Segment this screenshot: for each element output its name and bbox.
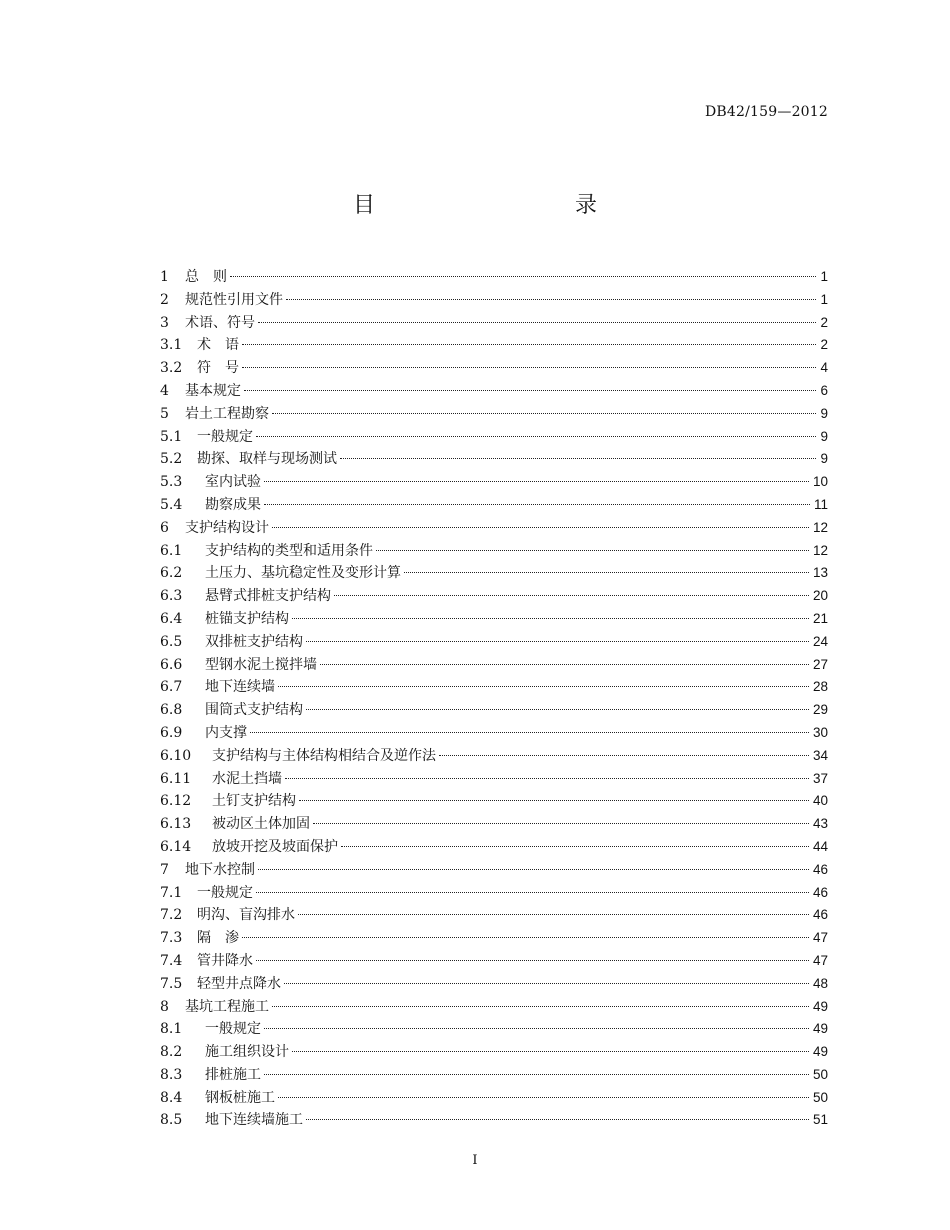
toc-entry-number: 6.7 [160,679,183,696]
toc-entry-number: 5 [160,405,169,422]
toc-entry[interactable] [160,904,828,927]
toc-entry-page: 34 [812,747,828,763]
toc-entry-number: 3.1 [160,337,183,354]
toc-entry-title: 围筒式支护结构 [205,702,303,719]
toc-entry[interactable] [160,950,828,973]
toc-entry-page: 44 [812,838,828,854]
toc-entry-number: 1 [160,269,169,285]
dot-leader [258,869,809,870]
toc-entry-number: 5.2 [160,451,183,468]
toc-entry-number: 8.4 [160,1089,183,1106]
toc-entry-title: 支护结构设计 [185,519,269,536]
dot-leader [286,299,816,300]
dot-leader [242,367,816,368]
toc-entry-page: 50 [812,1089,828,1105]
toc-entry-page: 6 [820,382,828,398]
toc-entry-title: 术 语 [197,337,239,354]
toc-entry-number: 8.2 [160,1044,183,1061]
toc-entry-number: 5.1 [160,428,183,445]
toc-entry-title: 一般规定 [205,1021,261,1038]
toc-entry-title: 桩锚支护结构 [205,610,289,627]
dot-leader [341,846,809,847]
toc-entry-number: 3.2 [160,360,183,377]
dot-leader [320,664,809,665]
toc-entry-page: 47 [812,952,828,968]
toc-entry[interactable] [160,585,828,608]
toc-entry-page: 46 [812,861,828,877]
dot-leader [285,778,809,779]
toc-entry[interactable] [160,996,828,1019]
dot-leader [250,732,809,733]
toc-entry-title: 悬臂式排桩支护结构 [205,588,331,605]
toc-entry-page: 21 [812,610,828,626]
toc-entry-page: 49 [812,1044,828,1060]
toc-entry-title: 总 则 [185,269,227,285]
toc-entry[interactable] [160,745,828,768]
page-number: I [472,1153,478,1168]
dot-leader [242,344,816,345]
dot-leader [272,527,809,528]
toc-entry-number: 6 [160,519,169,536]
toc-entry-page: 40 [812,793,828,809]
dot-leader [376,550,809,551]
dot-leader [272,1006,809,1007]
table-of-contents [160,266,828,1132]
toc-entry-title: 一般规定 [197,428,253,445]
toc-entry-page: 1 [820,269,828,284]
toc-entry[interactable] [160,562,828,585]
toc-entry-page: 9 [820,405,828,421]
toc-entry-title: 基坑工程施工 [185,998,269,1015]
dot-leader [334,595,809,596]
toc-entry-number: 4 [160,382,169,399]
toc-entry-title: 地下连续墙施工 [205,1112,303,1129]
toc-entry[interactable] [160,631,828,654]
toc-entry[interactable] [160,790,828,813]
toc-entry[interactable] [160,1109,828,1132]
toc-entry[interactable] [160,654,828,677]
dot-leader [313,823,809,824]
toc-entry-title: 一般规定 [197,884,253,901]
dot-leader [256,960,809,961]
toc-entry[interactable] [160,266,828,289]
dot-leader [264,481,809,482]
toc-entry-number: 6.6 [160,656,183,673]
dot-leader [299,800,809,801]
toc-entry[interactable] [160,882,828,905]
toc-entry[interactable] [160,357,828,380]
toc-entry-number: 8.5 [160,1112,183,1129]
toc-entry-title: 轻型井点降水 [197,975,281,992]
toc-entry-title: 符 号 [197,360,239,377]
toc-entry-title: 水泥土挡墙 [212,770,282,787]
toc-entry-number: 7 [160,861,169,878]
dot-leader [404,572,809,573]
toc-entry[interactable] [160,312,828,335]
toc-entry[interactable] [160,768,828,791]
toc-entry-number: 2 [160,291,169,308]
toc-entry-page: 43 [812,816,828,832]
toc-entry[interactable] [160,1018,828,1041]
toc-entry-number: 6.12 [160,793,192,810]
dot-leader [306,641,809,642]
toc-entry-number: 6.9 [160,724,183,741]
toc-entry-page: 9 [820,428,828,444]
toc-entry[interactable] [160,813,828,836]
toc-entry[interactable] [160,289,828,312]
dot-leader [292,618,809,619]
toc-entry-title: 基本规定 [185,382,241,399]
toc-entry-title: 放坡开挖及坡面保护 [212,838,338,855]
toc-entry-page: 28 [812,679,828,695]
toc-entry-title: 支护结构的类型和适用条件 [205,542,373,559]
toc-entry-title: 管井降水 [197,952,253,969]
toc-entry[interactable] [160,927,828,950]
toc-entry-page: 4 [820,360,828,376]
toc-entry-page: 12 [812,519,828,535]
toc-entry-page: 47 [812,930,828,946]
toc-entry-number: 5.4 [160,496,183,513]
toc-entry-number: 7.3 [160,930,183,947]
toc-entry-page: 2 [820,314,828,330]
toc-entry-title: 被动区土体加固 [212,816,310,833]
toc-entry-page: 49 [812,998,828,1014]
toc-entry-page: 11 [813,496,828,512]
dot-leader [298,914,809,915]
toc-entry-number: 7.2 [160,907,183,924]
toc-entry-number: 6.14 [160,838,192,855]
toc-entry-title: 地下水控制 [185,861,255,878]
toc-entry-page: 9 [820,451,828,467]
dot-leader [292,1051,809,1052]
toc-entry-title: 地下连续墙 [205,679,275,696]
toc-entry[interactable] [160,1041,828,1064]
toc-entry-title: 内支撑 [205,724,247,741]
dot-leader [264,504,810,505]
toc-entry-number: 8.1 [160,1021,183,1038]
toc-entry-title: 型钢水泥土搅拌墙 [205,656,317,673]
toc-entry-page: 27 [812,656,828,672]
toc-entry-page: 13 [812,565,828,581]
toc-entry-title: 勘察成果 [205,496,261,513]
toc-entry-page: 48 [812,975,828,991]
toc-entry-title: 施工组织设计 [205,1044,289,1061]
toc-entry[interactable] [160,608,828,631]
toc-entry-page: 51 [812,1112,828,1128]
toc-entry-page: 46 [812,884,828,900]
toc-entry[interactable] [160,1064,828,1087]
page-title: 目 录 [352,193,649,218]
toc-entry[interactable] [160,380,828,403]
dot-leader [258,322,816,323]
toc-entry-number: 7.1 [160,884,183,901]
toc-entry-title: 隔 渗 [197,930,239,947]
toc-entry-page: 49 [812,1021,828,1037]
toc-entry[interactable] [160,836,828,859]
toc-entry[interactable] [160,1087,828,1110]
dot-leader [230,276,816,277]
toc-entry-page: 37 [812,770,828,786]
toc-entry-page: 12 [812,542,828,558]
toc-entry[interactable] [160,517,828,540]
toc-entry[interactable] [160,471,828,494]
toc-entry-title: 室内试验 [205,474,261,491]
toc-entry[interactable] [160,540,828,563]
toc-entry[interactable] [160,699,828,722]
toc-entry[interactable] [160,334,828,357]
toc-entry-page: 2 [820,337,828,353]
toc-entry-number: 6.10 [160,747,192,764]
dot-leader [264,1028,809,1029]
toc-entry-title: 术语、符号 [185,314,255,331]
toc-entry-title: 土钉支护结构 [212,793,296,810]
toc-entry-number: 8.3 [160,1066,183,1083]
toc-entry-title: 规范性引用文件 [185,291,283,308]
toc-entry-number: 6.11 [160,770,192,787]
dot-leader [264,1074,809,1075]
toc-entry-number: 6.8 [160,702,183,719]
dot-leader [340,458,816,459]
toc-entry[interactable] [160,494,828,517]
document-code: DB42/159—2012 [705,104,828,120]
toc-entry-page: 24 [812,633,828,649]
toc-entry[interactable] [160,722,828,745]
toc-entry-number: 6.5 [160,633,183,650]
toc-entry-title: 钢板桩施工 [205,1089,275,1106]
dot-leader [306,1119,809,1120]
toc-entry-page: 1 [820,291,828,307]
toc-entry[interactable] [160,448,828,471]
toc-entry-page: 46 [812,907,828,923]
toc-entry-title: 明沟、盲沟排水 [197,907,295,924]
toc-entry-number: 7.5 [160,975,183,992]
dot-leader [256,436,816,437]
toc-entry-number: 6.2 [160,565,183,582]
dot-leader [278,1097,809,1098]
toc-entry-number: 6.3 [160,588,183,605]
toc-entry-title: 岩土工程勘察 [185,405,269,422]
dot-leader [244,390,816,391]
toc-entry[interactable] [160,426,828,449]
toc-entry-title: 排桩施工 [205,1066,261,1083]
toc-entry-page: 30 [812,724,828,740]
toc-entry-page: 29 [812,702,828,718]
dot-leader [284,983,809,984]
dot-leader [256,892,809,893]
dot-leader [306,709,809,710]
dot-leader [242,937,809,938]
toc-entry[interactable] [160,973,828,996]
dot-leader [439,755,809,756]
toc-entry-number: 7.4 [160,952,183,969]
toc-entry-page: 10 [812,474,828,490]
toc-entry-number: 3 [160,314,169,331]
toc-entry-page: 50 [812,1066,828,1082]
toc-entry-number: 6.4 [160,610,183,627]
toc-entry-title: 土压力、基坑稳定性及变形计算 [205,565,401,582]
toc-entry[interactable] [160,676,828,699]
toc-entry-number: 6.13 [160,816,192,833]
toc-entry-number: 6.1 [160,542,183,559]
toc-entry-title: 双排桩支护结构 [205,633,303,650]
toc-entry-number: 5.3 [160,474,183,491]
dot-leader [272,413,816,414]
toc-entry-title: 支护结构与主体结构相结合及逆作法 [212,747,436,764]
toc-entry-title: 勘探、取样与现场测试 [197,451,337,468]
toc-entry[interactable] [160,859,828,882]
toc-entry-page: 20 [812,588,828,604]
toc-entry[interactable] [160,403,828,426]
dot-leader [278,686,809,687]
toc-entry-number: 8 [160,998,169,1015]
